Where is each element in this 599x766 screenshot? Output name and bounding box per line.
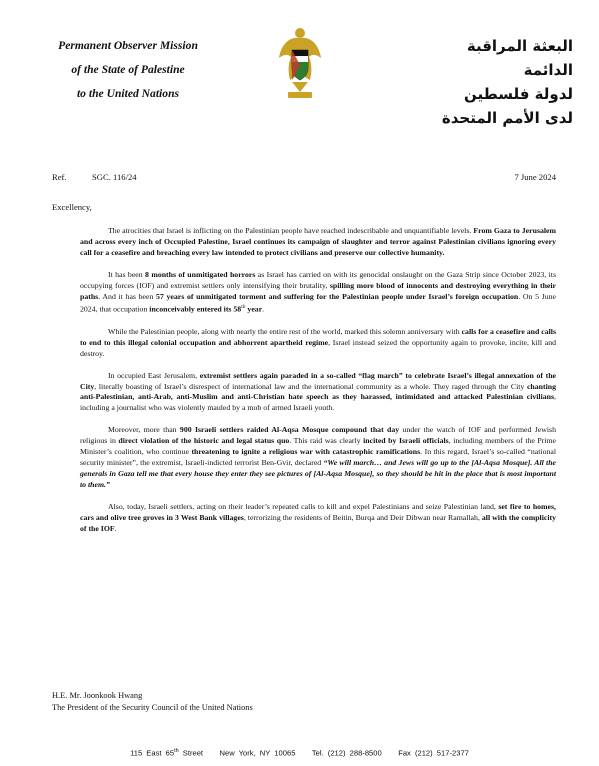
bold-run: set fire to homes, cars and olive tree groves in 3 West Bank villages [80,501,556,522]
bold-run: extremist settlers again paraded in a so-called “flag march” to celebrate Israel’s illegal annexation of the City [80,370,556,391]
bold-run: direct violation of the historic and legal status quo [118,436,290,446]
bold-run: 57 years of unmitigated torment and suffering for the Palestinian people under Israel’s foreign occupation [156,291,519,301]
text-run: . On 5 June 2024, that occupation [80,291,557,315]
text-run: Also, today, Israeli settlers, acting on their leader’s repeated calls to kill and expel Palestinians and seize Palestinian land, [108,501,499,511]
footer-street: 115 East 65 [130,748,175,758]
bold-run: year [245,305,263,315]
text-run: under the watch of IOF and performed Jewish religious in [80,425,556,446]
letter-date: 7 June 2024 [514,172,556,182]
mission-name-line: Permanent Observer Mission [58,39,198,52]
bold-run: spilling more blood of innocents and destroying everything in their paths [80,280,557,301]
text-run: It has been [108,269,146,279]
text-run: , including a journalist who was violently mauled by a mob of armed Israeli youth. [80,392,556,413]
text-run: Moreover, more than [108,425,180,435]
letter-body [80,226,556,545]
bold-run: chanting anti-Palestinian, anti-Arab, anti-Muslim and anti-Christian hate speech as they harassed, intimidated and attacked Palestinian civilians [80,381,556,402]
superscript: th [174,748,179,754]
addressee-block [52,690,253,714]
text-run: as Israel has carried on with its genocidal onslaught on the Gaza Strip since October 2023, its occupying forces (IOF) and extremist settlers only intensifying their brutality, [80,269,556,290]
bold-italic-quote: “We will march… and Jews will go up to the [Al-Aqsa Mosque]. All the generals in Gaza tell me that every house they enter they see pictures of [Al-Aqsa Mosque], so they should be hit in the place that is most important to them.” [80,458,557,489]
paragraph-1 [80,226,556,259]
paragraph-4 [80,371,556,415]
ref-label: Ref. [52,172,67,182]
text-run: , terrorizing the residents of Beitin, Burqa and Deir Dibwan near Ramallah, [243,512,482,522]
text-run: In occupied East Jerusalem, [108,370,200,380]
palestine-eagle-emblem-icon [276,24,324,104]
text-run: . In this regard, Israel’s so-called “national security minister”, the extremist, Israeli-indicted terrorist Ben-Gvir, declared [80,447,557,467]
text-run: , including members of the Prime Minister’s coalition, who continue [80,436,557,457]
paragraph-6 [80,502,556,535]
footer-city: New York, NY 10065 [219,748,296,758]
bold-run: From Gaza to Jerusalem and across every inch of Occupied Palestine, Israel continues its campaign of slaughter and terror against Palestinian civilians ignoring every call for a ceasefire and breaching every law intended to protect civilians and preserve our collective humanity. [80,226,556,257]
paragraph-5 [80,425,556,490]
mission-name-line: لدى الأمم المتحدة [441,109,573,127]
bold-run: inconceivably entered its 58 [149,305,242,315]
ref-number: SGC. 116/24 [92,172,137,182]
superscript: th [241,304,246,311]
mission-name-line: البعثة المراقبة الدائمة [466,37,573,79]
footer-fax: Fax (212) 517-2377 [398,748,469,758]
text-run: . This raid was clearly [289,436,364,446]
footer-tel: Tel. (212) 288-8500 [311,748,382,758]
text-run: , Israel instead seized the opportunity again to provoke, incite, kill and destroy. [80,337,556,358]
footer-street-end: Street [178,748,204,758]
paragraph-3 [80,327,556,360]
addressee-name: H.E. Mr. Joonkook Hwang [52,691,143,700]
text-run: . And it has been [98,291,157,301]
bold-run: 8 months of unmitigated horrors [145,269,256,279]
paragraph-2 [80,270,556,316]
text-run: While the Palestinian people, along with nearly the entire rest of the world, marked this solemn anniversary with [108,326,462,336]
mission-name-arabic [433,34,573,130]
text-run: , literally boasting of Israel’s disrespect of international law and the international community as a whole. They raged through the City [94,381,527,391]
mission-name-line: of the State of Palestine [71,63,185,76]
text-run: . [114,523,117,533]
bold-run: incited by Israeli officials [363,436,449,446]
bold-run: calls for a ceasefire and calls to end to this illegal colonial occupation and abhorrent apartheid regime [80,326,556,347]
addressee-title: The President of the Security Council of the United Nations [52,703,253,712]
bold-run: threatening to ignite a religious war with catastrophic ramifications [191,447,421,457]
mission-name-line: to the United Nations [76,87,180,100]
bold-run: 900 Israeli settlers raided Al-Aqsa Mosque compound that day [179,425,400,435]
mission-name-english [44,34,212,106]
bold-run: all with the complicity of the IOF [80,512,556,533]
text-run: The atrocities that Israel is inflicting on the Palestinian people have reached indescribable and unquantifiable levels. [108,226,474,235]
salutation: Excellency, [52,202,92,212]
mission-name-line: لدولة فلسطين [463,85,573,103]
text-run: . [262,305,265,315]
footer-contact [0,748,599,758]
